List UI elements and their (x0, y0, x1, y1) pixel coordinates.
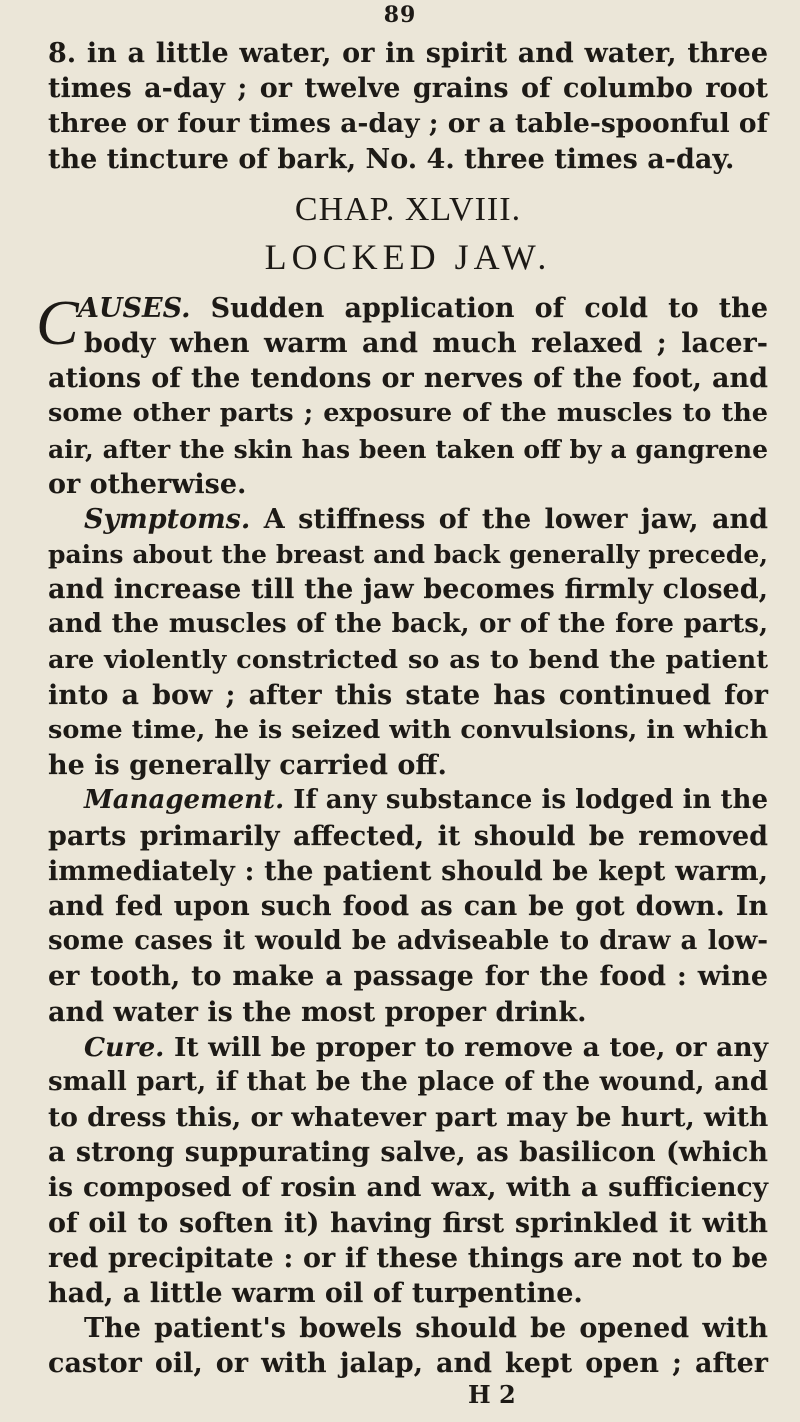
text-line: pains about the breast and back generally precede, (48, 540, 768, 570)
text-line: some cases it would be adviseable to draw a low- (48, 926, 768, 957)
text-line: and the muscles of the back, or of the fore parts, (48, 609, 768, 640)
text-line (48, 1030, 768, 1065)
text-line: and water is the most proper drink. (48, 996, 587, 1028)
causes-first-line: Sudden application of cold to the (190, 292, 768, 324)
text-line: to dress this, or whatever part may be hurt, with (48, 1102, 769, 1134)
chapter-title: LOCKED JAW. (264, 236, 552, 277)
signature-mark: H 2 (468, 1379, 516, 1409)
management-paragraph (48, 783, 768, 1029)
text-line: into a bow ; after this state has continued for (48, 679, 768, 711)
page-number: 89 (383, 2, 417, 28)
page-text (36, 36, 769, 1409)
text-line: is composed of rosin and wax, with a sufficiency (48, 1172, 768, 1204)
text-line: the tincture of bark, No. 4. three times a-day. (48, 143, 735, 175)
text-line (48, 291, 768, 326)
text-line: and increase till the jaw becomes firmly closed, (48, 574, 768, 606)
text-line (48, 502, 768, 537)
text-line (48, 783, 768, 818)
text-line: castor oil, or with jalap, and kept open ; after (48, 1348, 768, 1380)
text-line: body when warm and much relaxed ; lacer- (84, 327, 768, 359)
text-line: parts primarily affected, it should be removed (48, 820, 768, 852)
text-line: 8. in a little water, or in spirit and water, three (48, 38, 768, 69)
text-line: immediately : the patient should be kept warm, (48, 855, 768, 887)
text-line: times a-day ; or twelve grains of columbo root (48, 73, 768, 105)
chapter-number: CHAP. XLVIII. (294, 190, 522, 228)
bowels-paragraph (48, 1311, 768, 1381)
cure-first-line: It will be proper to remove a toe, or any (164, 1031, 768, 1063)
text-line: three or four times a-day ; or a table-spoonful of (48, 108, 768, 140)
text-line: a strong suppurating salve, as basilicon (which (48, 1137, 768, 1169)
cure-paragraph (48, 1030, 768, 1312)
causes-paragraph (36, 286, 768, 502)
text-line: are violently constricted so as to bend the patient (48, 644, 768, 675)
text-line: some time, he is seized with convulsions, in which (48, 715, 768, 745)
text-line: some other parts ; exposure of the muscles to the (48, 398, 768, 429)
text-line: of oil to soften it) having first sprinkled it with (48, 1207, 768, 1239)
text-line: red precipitate : or if these things are not to be (48, 1242, 768, 1274)
causes-heading: AUSES. (78, 292, 191, 324)
text-line: and fed upon such food as can be got down. In (48, 890, 768, 922)
symptoms-first-line: A stiffness of the lower jaw, and (250, 503, 768, 535)
drop-cap: C (36, 286, 79, 358)
text-line: ations of the tendons or nerves of the foot, and (48, 363, 768, 395)
text-line: had, a little warm oil of turpentine. (48, 1278, 583, 1309)
intro-paragraph (48, 36, 768, 177)
cure-heading: Cure. (84, 1031, 165, 1063)
text-line: air, after the skin has been taken off by a gangrene (48, 434, 768, 464)
management-heading: Management. (84, 785, 285, 816)
symptoms-paragraph (48, 502, 768, 784)
text-line: or otherwise. (48, 468, 247, 500)
text-line: he is generally carried off. (48, 750, 447, 782)
text-line: er tooth, to make a passage for the food : wine (48, 961, 768, 993)
text-line: The patient's bowels should be opened with (84, 1313, 768, 1345)
management-first-line: If any substance is lodged in the (284, 785, 768, 816)
symptoms-heading: Symptoms. (84, 503, 251, 535)
text-line: small part, if that be the place of the wound, and (48, 1066, 768, 1097)
